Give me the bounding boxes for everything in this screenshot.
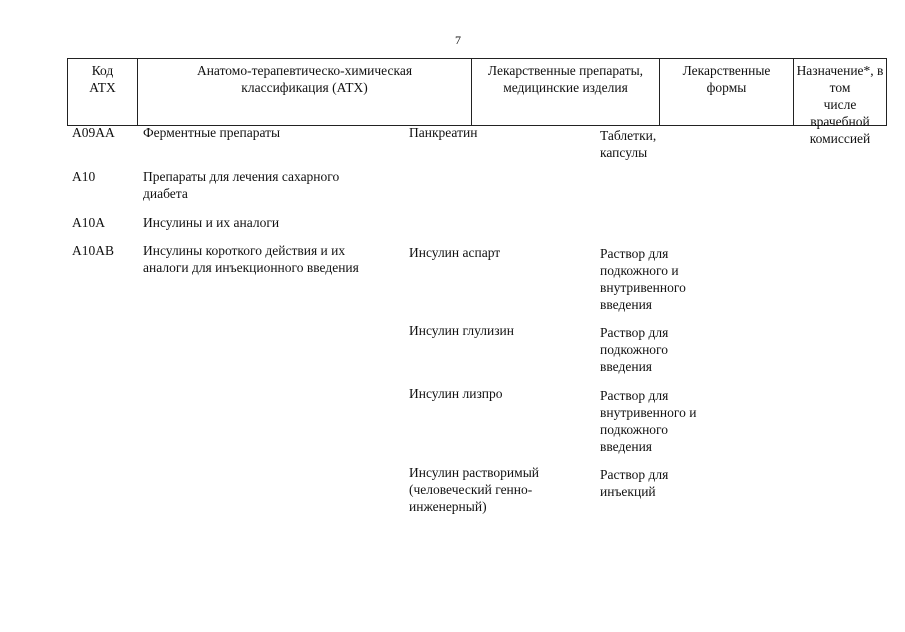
row-form: Раствор для подкожного введения	[600, 325, 669, 374]
row-form: Раствор для внутривенного и подкожного введения	[600, 388, 697, 454]
row-code: A10AB	[72, 243, 115, 258]
header-forms: Лекарственные формы	[660, 59, 794, 125]
row-atc: Инсулины короткого действия и их аналоги для инъекционного введения	[143, 243, 359, 275]
header-purpose: Назначение*, в том числе врачебной комиссией	[796, 63, 884, 146]
header-code: Код АТХ	[68, 59, 138, 125]
row-form: Раствор для подкожного и внутривенного введения	[600, 246, 686, 312]
header-drugs: Лекарственные препараты, медицинские изделия	[472, 59, 660, 125]
row-drug: Панкреатин	[409, 125, 478, 140]
row-drug: Инсулин аспарт	[409, 245, 501, 260]
row-code: A10	[72, 169, 96, 184]
header-atc-classification: Анатомо-терапевтическо-химическая классификация (АТХ)	[138, 59, 472, 125]
row-atc: Инсулины и их аналоги	[143, 215, 280, 230]
row-drug: Инсулин растворимый (человеческий генно- инженерный)	[409, 465, 539, 514]
row-form: Раствор для инъекций	[600, 467, 669, 499]
row-code: A09AA	[72, 125, 115, 140]
row-drug: Инсулин лизпро	[409, 386, 503, 401]
row-form: Таблетки, капсулы	[600, 128, 657, 160]
row-atc: Препараты для лечения сахарного диабета	[143, 169, 340, 201]
row-code: A10A	[72, 215, 105, 230]
row-atc: Ферментные препараты	[143, 125, 281, 140]
page-number: 7	[455, 33, 461, 47]
row-drug: Инсулин глулизин	[409, 323, 514, 338]
